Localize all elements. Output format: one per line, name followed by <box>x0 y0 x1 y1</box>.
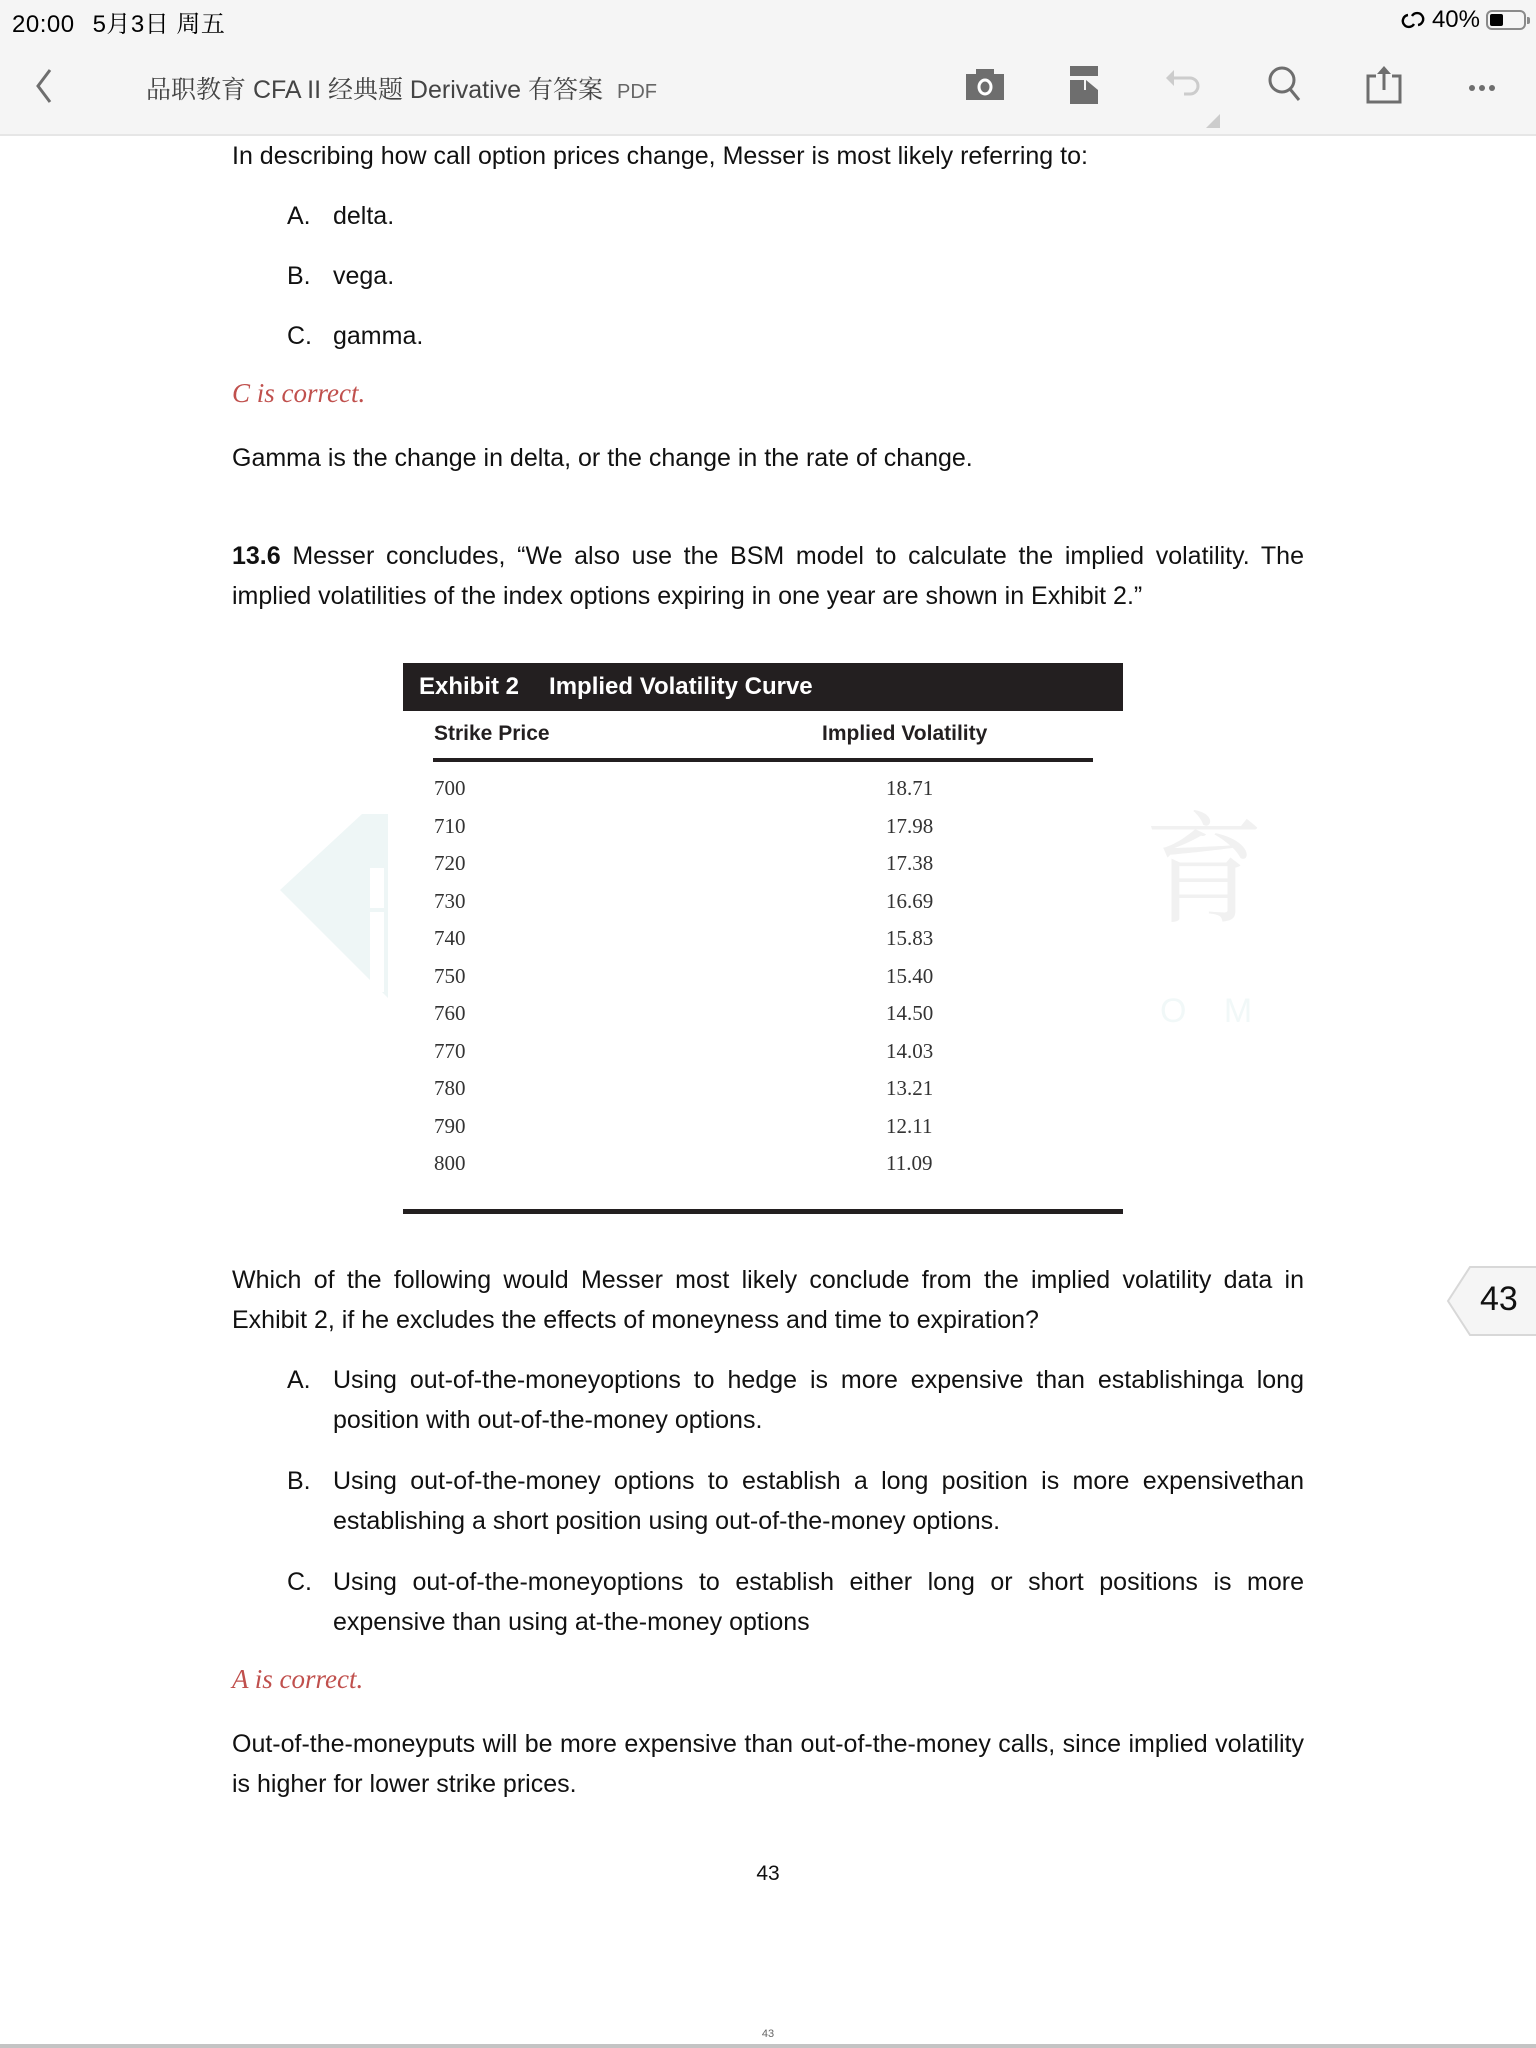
question-2-stem: Which of the following would Messer most likely conclude from the implied volatility data in Exhibit 2, if he excludes the effects of moneyness and time to expiration? <box>232 1266 1304 1334</box>
question-number: 13.6 <box>232 542 281 570</box>
table-row <box>0 1151 1536 1188</box>
table-row <box>0 1076 1536 1113</box>
document-type: PDF <box>617 81 658 103</box>
status-date: 5月3日 周五 <box>92 11 226 38</box>
bookmark-page-icon <box>1060 60 1108 108</box>
camera-button[interactable] <box>960 60 1008 108</box>
watermark-letters: O M <box>1160 992 1267 1030</box>
option-label: B. <box>287 1467 311 1495</box>
implied-volatility-cell: 11.09 <box>886 1151 933 1175</box>
undo-icon <box>1160 60 1208 108</box>
question-1-option-b <box>287 256 1304 296</box>
option-text: gamma. <box>333 322 424 350</box>
pdf-page[interactable] <box>0 136 1536 2044</box>
option-text: delta. <box>333 202 395 230</box>
option-label: C. <box>287 1568 312 1596</box>
option-text: vega. <box>333 262 395 290</box>
option-text: Using out-of-the-money options to establish a long position is more expensivethan establishing a short position using out-of-the-money options. <box>333 1467 1304 1535</box>
question-1-explanation: Gamma is the change in delta, or the change in the rate of change. <box>232 444 973 472</box>
exhibit-label: Exhibit 2 <box>419 673 520 700</box>
implied-volatility-cell: 18.71 <box>886 776 934 800</box>
strike-price-cell: 790 <box>434 1113 466 1138</box>
exhibit-header <box>403 663 1123 711</box>
question-1-stem: In describing how call option prices change, Messer is most likely referring to: <box>232 142 1088 170</box>
back-button[interactable] <box>26 64 66 108</box>
strike-price-cell: 740 <box>434 926 466 950</box>
bottom-scroll-bar <box>0 2044 1536 2048</box>
back-chevron-icon <box>26 64 66 108</box>
implied-volatility-cell: 17.98 <box>886 813 934 838</box>
question-2-option-b <box>287 1461 1304 1541</box>
more-icon <box>1460 60 1508 108</box>
implied-volatility-cell: 17.38 <box>886 851 934 875</box>
table-row <box>0 926 1536 963</box>
question-1-option-c <box>287 316 1304 356</box>
share-icon <box>1360 60 1408 108</box>
search-button[interactable] <box>1260 60 1308 108</box>
question-2-intro-text: Messer concludes, “We also use the BSM model to calculate the implied volatility. The implied volatilities of the index options expiring in one year are shown in Exhibit 2.” <box>232 542 1304 610</box>
page-indicator-number: 43 <box>1480 1280 1518 1318</box>
implied-volatility-cell: 12.11 <box>886 1113 933 1138</box>
table-row <box>0 851 1536 888</box>
strike-price-cell: 800 <box>434 1151 466 1175</box>
battery-fill <box>1490 14 1503 26</box>
strike-price-cell: 730 <box>434 888 466 913</box>
implied-volatility-cell: 15.83 <box>886 926 934 950</box>
table-row <box>0 814 1536 851</box>
column-header-iv: Implied Volatility <box>822 722 988 745</box>
search-icon <box>1260 60 1308 108</box>
implied-volatility-cell: 13.21 <box>886 1076 934 1100</box>
implied-volatility-cell: 14.03 <box>886 1038 934 1063</box>
strike-price-cell: 770 <box>434 1038 466 1063</box>
table-row <box>0 1114 1536 1151</box>
status-time: 20:00 <box>12 11 75 38</box>
camera-icon <box>960 60 1008 108</box>
exhibit-title: Implied Volatility Curve <box>549 673 813 700</box>
question-2-option-c <box>287 1562 1304 1642</box>
column-header-strike: Strike Price <box>434 722 550 745</box>
question-1-answer: C is correct. <box>232 378 366 408</box>
option-label: A. <box>287 202 311 230</box>
table-row <box>0 776 1536 813</box>
strike-price-cell: 750 <box>434 963 466 988</box>
status-bar-left <box>12 4 243 39</box>
battery-percent: 40% <box>1431 6 1480 33</box>
implied-volatility-cell: 15.40 <box>886 963 934 988</box>
table-row <box>0 1001 1536 1038</box>
question-2-intro <box>232 536 1304 616</box>
option-label: C. <box>287 322 312 350</box>
strike-price-cell: 760 <box>434 1001 466 1025</box>
battery-icon <box>1486 10 1526 30</box>
undo-menu-indicator-icon[interactable] <box>1206 114 1220 128</box>
status-bar-right <box>1400 4 1526 36</box>
question-2-answer: A is correct. <box>232 1664 364 1694</box>
page-indicator[interactable] <box>1446 1266 1536 1336</box>
document-title <box>146 70 657 106</box>
focus-link-icon <box>1400 9 1426 31</box>
page-number: 43 <box>756 1862 780 1885</box>
table-row <box>0 889 1536 926</box>
undo-button[interactable] <box>1160 60 1208 108</box>
top-bar <box>0 0 1536 136</box>
option-label: B. <box>287 262 311 290</box>
question-2-option-a <box>287 1360 1304 1440</box>
page-number-small: 43 <box>761 2028 775 2040</box>
table-row <box>0 964 1536 1001</box>
implied-volatility-cell: 14.50 <box>886 1001 934 1025</box>
strike-price-cell: 700 <box>434 776 466 800</box>
more-button[interactable] <box>1460 60 1508 108</box>
implied-volatility-cell: 16.69 <box>886 888 934 913</box>
watermark-char: 育 <box>1144 802 1264 941</box>
footer-rule <box>403 1209 1123 1214</box>
option-label: A. <box>287 1366 311 1394</box>
share-button[interactable] <box>1360 60 1408 108</box>
header-rule <box>433 758 1093 762</box>
strike-price-cell: 710 <box>434 813 466 838</box>
option-text: Using out-of-the-moneyoptions to establish either long or short positions is more expensive than using at-the-money options <box>333 1568 1304 1636</box>
option-text: Using out-of-the-moneyoptions to hedge is more expensive than establishinga long position with out-of-the-money options. <box>333 1366 1304 1434</box>
question-2-explanation: Out-of-the-moneyputs will be more expensive than out-of-the-money calls, since implied volatility is higher for lower strike prices. <box>232 1730 1304 1798</box>
table-row <box>0 1039 1536 1076</box>
strike-price-cell: 780 <box>434 1076 466 1100</box>
document-title-text: 品职教育 CFA II 经典题 Derivative 有答案 <box>146 76 604 104</box>
strike-price-cell: 720 <box>434 851 466 875</box>
bookmark-page-button[interactable] <box>1060 60 1108 108</box>
question-1-option-a <box>287 196 1304 236</box>
